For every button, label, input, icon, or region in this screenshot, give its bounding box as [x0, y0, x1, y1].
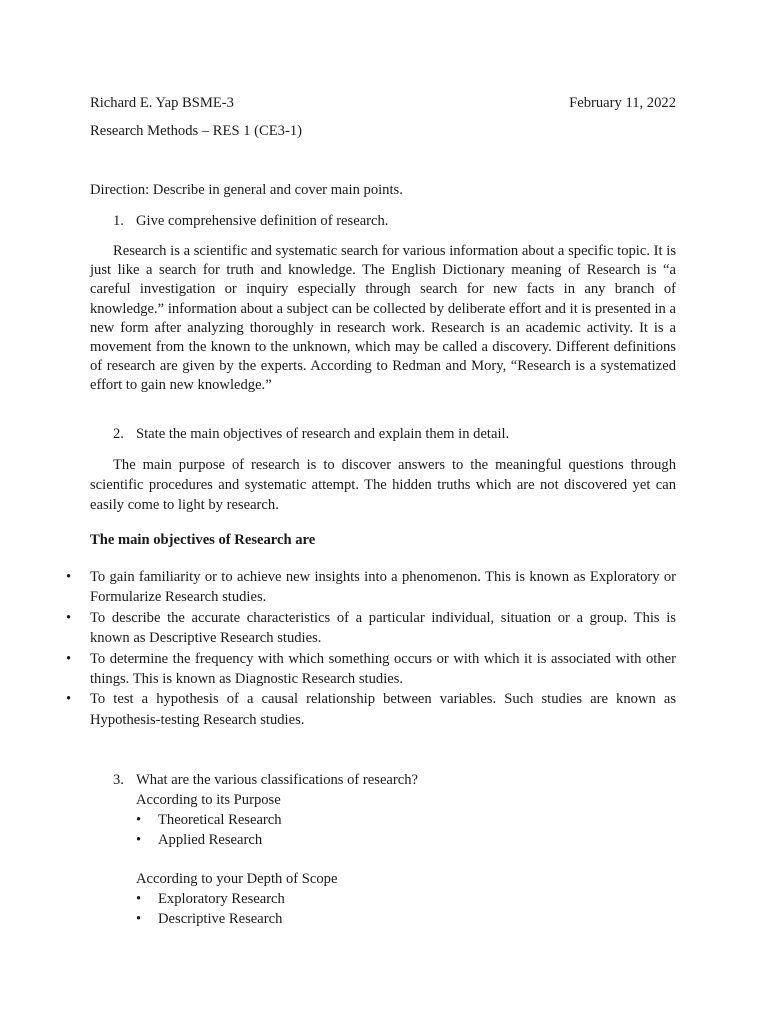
objective-text: To test a hypothesis of a causal relationship between variables. Such studies are known as Hypothesis-testing Research studies. — [90, 691, 676, 728]
question-2 — [113, 425, 509, 443]
bullet-icon: • — [136, 812, 142, 828]
list-item — [113, 830, 418, 850]
classification-group-label: According to its Purpose — [136, 792, 281, 808]
question-number: 3. — [113, 772, 124, 788]
list-item — [66, 608, 676, 649]
objective-text: To describe the accurate characteristics of a particular individual, situation or a group. This is known as Descriptive Research studies. — [90, 609, 676, 647]
bullet-icon: • — [136, 891, 142, 907]
bullet-icon: • — [66, 650, 72, 667]
answer-2-paragraph: The main purpose of research is to discover answers to the meaningful questions through scientific procedures and systematic attempt. The hidden truths which are not discovered yet can easily come to light by research. — [90, 457, 676, 513]
classification-item: Descriptive Research — [158, 911, 283, 927]
list-item — [66, 567, 676, 608]
classification-list — [113, 889, 418, 929]
bullet-icon: • — [66, 569, 72, 585]
objective-text: To gain familiarity or to achieve new insights into a phenomenon. This is known as Exploratory or Formularize Research studies. — [90, 569, 676, 606]
question-3-line — [113, 770, 418, 790]
list-item — [113, 810, 418, 830]
list-item — [113, 889, 418, 909]
classification-item: Exploratory Research — [158, 891, 285, 907]
direction-line: Direction: Describe in general and cover main points. — [90, 182, 403, 198]
question-1 — [113, 212, 388, 230]
question-text: What are the various classifications of research? — [136, 772, 419, 788]
objective-text: To determine the frequency with which something occurs or with which it is associated with other things. This is known as Diagnostic Research studies. — [90, 650, 676, 688]
objectives-list — [66, 567, 676, 730]
answer-1-paragraph: Research is a scientific and systematic search for various information about a specific topic. It is just like a search for truth and knowledge. The English Dictionary meaning of Research is “a careful investigation or inquiry especially through search for new facts in any branch of knowledge.” information about a subject can be collected by deliberate effort and it is presented in a new form after analyzing thoroughly in research work. Research is an academic activity. It is a movement from the known to the unknown, which may be called a discovery. Different definitions of research are given by the experts. According to Redman and Mory, “Research is a systematized effort to gain new knowledge.” — [90, 243, 676, 394]
bullet-icon: • — [136, 832, 142, 848]
list-item — [66, 689, 676, 730]
classification-item: Theoretical Research — [158, 812, 282, 828]
list-item — [66, 649, 676, 690]
header-row — [90, 94, 676, 112]
classification-list — [113, 810, 418, 850]
question-3 — [113, 770, 418, 929]
classification-item: Applied Research — [158, 832, 263, 848]
bullet-icon: • — [66, 609, 72, 626]
list-item — [113, 909, 418, 929]
bullet-icon: • — [66, 691, 72, 708]
question-text: Give comprehensive definition of research. — [136, 213, 389, 229]
question-number: 2. — [113, 426, 124, 442]
date-line: February 11, 2022 — [569, 95, 676, 111]
author-line: Richard E. Yap BSME-3 — [90, 95, 234, 111]
bullet-icon: • — [136, 911, 142, 927]
classification-group-label: According to your Depth of Scope — [136, 871, 338, 887]
objectives-heading: The main objectives of Research are — [90, 532, 316, 548]
question-number: 1. — [113, 213, 124, 229]
question-text: State the main objectives of research and explain them in detail. — [136, 426, 510, 442]
course-line: Research Methods – RES 1 (CE3-1) — [90, 123, 302, 139]
